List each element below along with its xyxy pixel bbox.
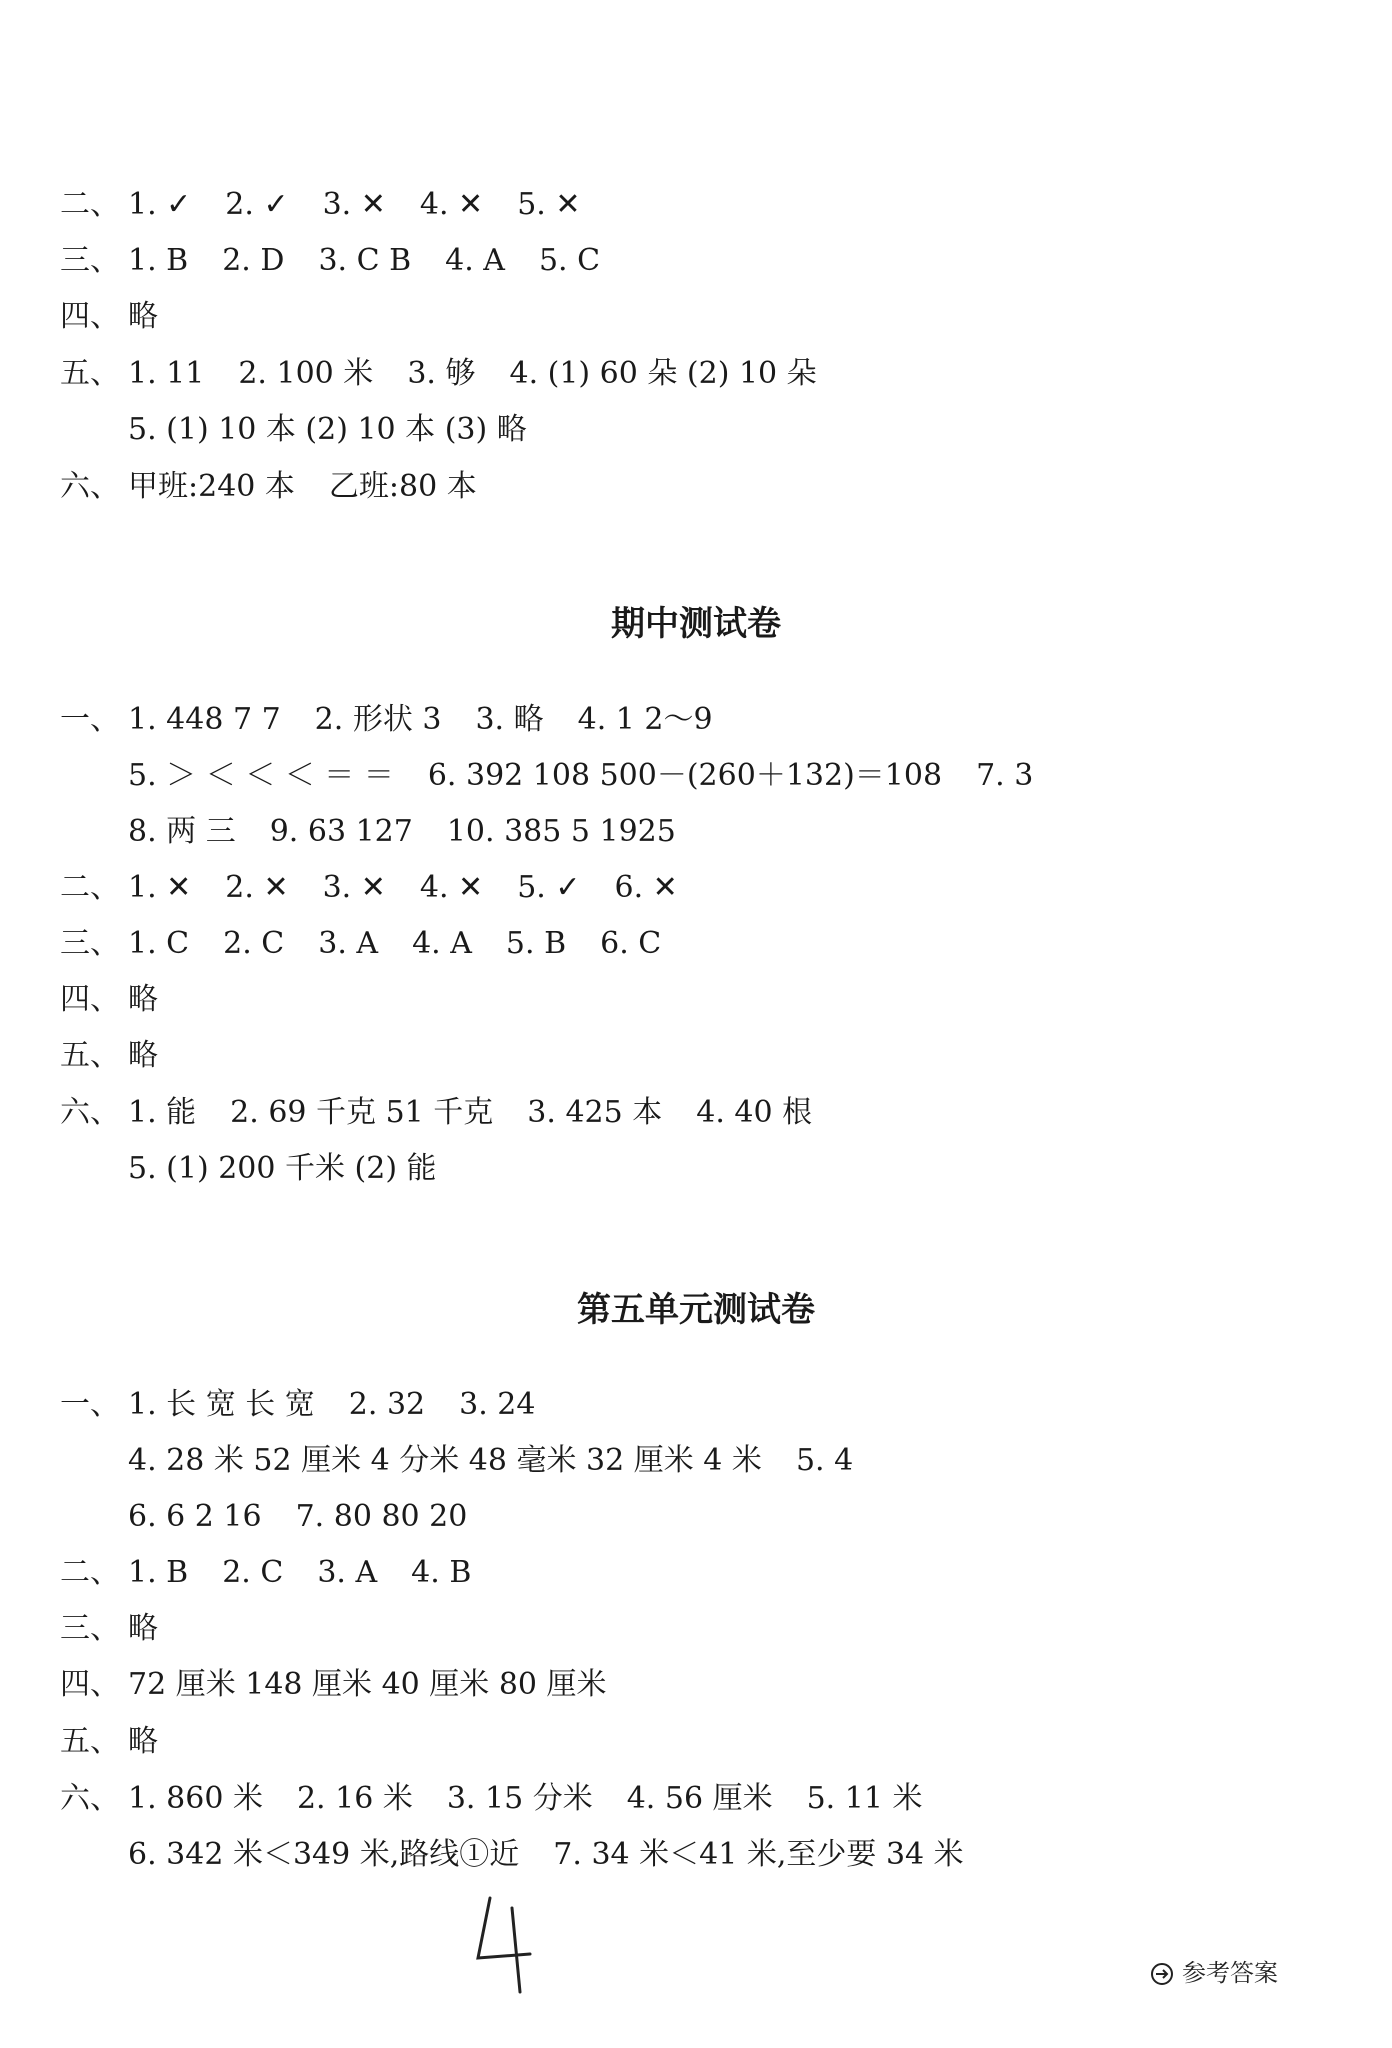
answer-item: 略 — [128, 1724, 158, 1759]
answer-item: 5. ✓ — [517, 870, 581, 905]
answer-row — [60, 354, 1352, 394]
answer-item: 3. A — [317, 1555, 378, 1590]
question-group-label: 六、 — [60, 469, 120, 504]
answer-item: 4. 28 米 52 厘米 4 分米 48 毫米 32 厘米 4 米 — [128, 1443, 762, 1478]
answer-item: 8. 两 三 — [128, 814, 236, 849]
question-group-label: 一、 — [60, 1387, 120, 1422]
answer-item: 5. (1) 10 本 (2) 10 本 (3) 略 — [128, 412, 527, 447]
answer-item: 1. 11 — [128, 356, 205, 391]
answer-item: 1. 448 7 7 — [128, 702, 281, 737]
answer-item: 1. 能 — [128, 1095, 197, 1130]
answer-item: 略 — [128, 982, 158, 1017]
arrow-circle-icon — [1150, 1962, 1174, 1986]
answer-row — [60, 1779, 1352, 1819]
answer-item: 9. 63 127 — [269, 814, 413, 849]
answer-row — [128, 1441, 1352, 1481]
answer-item: 2. D — [222, 243, 285, 278]
answer-item: 4. A — [412, 926, 472, 961]
answer-item: 1. 长 宽 长 宽 — [128, 1387, 315, 1422]
answer-row — [128, 1835, 1352, 1875]
answer-row — [128, 1497, 1352, 1537]
answer-row — [60, 1665, 1352, 1705]
answer-row — [128, 756, 1352, 796]
answer-item: 3. 15 分米 — [446, 1781, 593, 1816]
question-group-label: 四、 — [60, 1667, 120, 1702]
answer-item: 3. 略 — [475, 702, 544, 737]
answer-item: 1. ✓ — [128, 187, 192, 222]
answer-item: 7. 80 80 20 — [295, 1499, 468, 1534]
answer-row — [128, 410, 1352, 450]
answer-item: 5. ＞ ＜ ＜ ＜ ＝ ＝ — [128, 758, 394, 793]
answer-item: 5. B — [505, 926, 567, 961]
answer-item: 略 — [128, 1038, 158, 1073]
question-group-label: 六、 — [60, 1781, 120, 1816]
answer-item: 10. 385 5 1925 — [446, 814, 676, 849]
answer-item: 2. C — [222, 1555, 284, 1590]
answer-item: 5. 4 — [795, 1443, 854, 1478]
answer-row — [60, 467, 1352, 507]
answer-item: 4. ✕ — [419, 870, 484, 905]
answer-item: 6. 6 2 16 — [128, 1499, 262, 1534]
answer-row — [60, 1553, 1352, 1593]
answer-row — [60, 868, 1352, 908]
answer-item: 4. ✕ — [419, 187, 484, 222]
answer-row — [60, 241, 1352, 281]
question-group-label: 三、 — [60, 1611, 120, 1646]
answer-row — [60, 980, 1352, 1020]
answer-item: 3. A — [318, 926, 379, 961]
question-group-label: 五、 — [60, 1724, 120, 1759]
answer-item: 3. 24 — [459, 1387, 536, 1422]
answer-item: 4. 56 厘米 — [626, 1781, 773, 1816]
question-group-label: 五、 — [60, 1038, 120, 1073]
answer-item: 2. 形状 3 — [314, 702, 442, 737]
answer-item: 2. 69 千克 51 千克 — [230, 1095, 494, 1130]
answer-item: 1. C — [128, 926, 190, 961]
answer-item: 4. A — [445, 243, 505, 278]
answer-item: 7. 3 — [976, 758, 1034, 793]
answer-item: 2. 16 米 — [296, 1781, 413, 1816]
question-group-label: 三、 — [60, 243, 120, 278]
answer-item: 5. (1) 200 千米 (2) 能 — [128, 1151, 437, 1186]
answer-item: 略 — [128, 1611, 158, 1646]
answer-row — [60, 1385, 1352, 1425]
answer-row — [128, 812, 1352, 852]
answer-row — [60, 1036, 1352, 1076]
answer-item: 4. 40 根 — [696, 1095, 813, 1130]
answer-row — [60, 1722, 1352, 1762]
answer-item: 4. 1 2～9 — [577, 702, 713, 737]
answer-item: 6. 392 108 500－(260＋132)＝108 — [427, 758, 943, 793]
question-group-label: 三、 — [60, 926, 120, 961]
answer-item: 3. 425 本 — [527, 1095, 663, 1130]
answer-item: 2. 100 米 — [238, 356, 374, 391]
answer-item: 3. ✕ — [322, 870, 386, 905]
answer-item: 5. C — [538, 243, 601, 278]
section-title-midterm: 期中测试卷 — [611, 604, 781, 644]
answer-item: 72 厘米 148 厘米 40 厘米 80 厘米 — [128, 1667, 607, 1702]
question-group-label: 四、 — [60, 982, 120, 1017]
question-group-label: 四、 — [60, 299, 120, 334]
section-title-unit5: 第五单元测试卷 — [577, 1290, 815, 1330]
answer-item: 3. ✕ — [322, 187, 386, 222]
answer-item: 1. B — [128, 243, 189, 278]
answer-row — [60, 1093, 1352, 1133]
answer-row — [60, 700, 1352, 740]
answer-item: 3. 够 — [407, 356, 476, 391]
handwritten-page-number — [470, 1888, 550, 1998]
question-group-label: 五、 — [60, 356, 120, 391]
answer-row — [60, 1609, 1352, 1649]
answer-item: 略 — [128, 299, 158, 334]
answer-item: 甲班:240 本 — [128, 469, 295, 504]
question-group-label: 二、 — [60, 870, 120, 905]
answer-row — [60, 297, 1352, 337]
answer-item: 1. B — [128, 1555, 189, 1590]
answer-item: 6. C — [600, 926, 662, 961]
question-group-label: 六、 — [60, 1095, 120, 1130]
answer-item: 6. ✕ — [614, 870, 678, 905]
answer-item: 5. ✕ — [517, 187, 581, 222]
footer-text: 参考答案 — [1182, 1959, 1278, 1987]
answer-item: 1. ✕ — [128, 870, 192, 905]
question-group-label: 一、 — [60, 702, 120, 737]
question-group-label: 二、 — [60, 1555, 120, 1590]
answer-row — [60, 185, 1352, 225]
answer-row — [60, 924, 1352, 964]
answer-item: 2. ✓ — [225, 187, 289, 222]
question-group-label: 二、 — [60, 187, 120, 222]
answer-item: 3. C B — [318, 243, 412, 278]
answer-item: 2. C — [223, 926, 285, 961]
answer-item: 1. 860 米 — [128, 1781, 263, 1816]
answer-item: 5. 11 米 — [806, 1781, 923, 1816]
footer-label — [1150, 1958, 1278, 1988]
answer-item: 2. ✕ — [225, 870, 289, 905]
answer-item: 4. (1) 60 朵 (2) 10 朵 — [509, 356, 817, 391]
answer-item: 6. 342 米＜349 米,路线①近 — [128, 1837, 520, 1872]
answer-item: 2. 32 — [348, 1387, 426, 1422]
answer-item: 7. 34 米＜41 米,至少要 34 米 — [553, 1837, 964, 1872]
answer-item: 乙班:80 本 — [328, 469, 477, 504]
answer-item: 4. B — [411, 1555, 472, 1590]
answer-row — [128, 1149, 1352, 1189]
